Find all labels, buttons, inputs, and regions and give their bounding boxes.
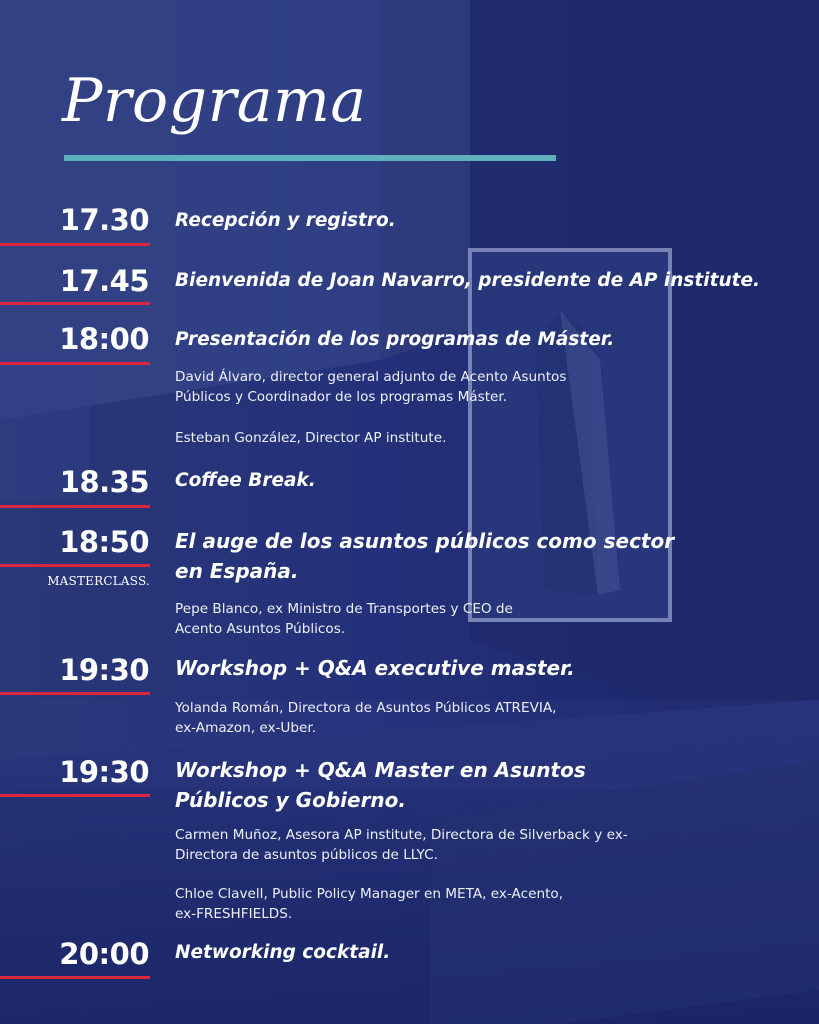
agenda-item-title: Presentación de los programas de Máster. — [175, 329, 615, 350]
time-rule — [0, 976, 150, 979]
time-1730: 17.30 — [59, 203, 149, 237]
title-underline — [64, 155, 556, 161]
time-1745: 17.45 — [59, 264, 149, 298]
speaker-description — [175, 367, 735, 407]
speaker-description — [175, 825, 735, 865]
speaker-line: Carmen Muñoz, Asesora AP institute, Directora de Silverback y ex- — [175, 827, 628, 843]
agenda-item-title: Workshop + Q&A executive master. — [175, 656, 575, 680]
speaker-line: Directora de asuntos públicos de LLYC. — [175, 847, 438, 863]
time-2000: 20:00 — [59, 937, 149, 971]
speaker-description — [175, 599, 735, 639]
speaker-description — [175, 698, 735, 738]
time-1930-second: 19:30 — [59, 755, 149, 789]
time-rule — [0, 505, 150, 508]
speaker-line: Yolanda Román, Directora de Asuntos Públicos ATREVIA, — [175, 700, 557, 716]
time-1850: 18:50 — [59, 525, 149, 559]
time-rule — [0, 243, 150, 246]
speaker-line: Esteban González, Director AP institute. — [175, 430, 447, 446]
speaker-description — [175, 884, 735, 924]
agenda-item-title: Bienvenida de Joan Navarro, presidente de AP institute. — [175, 270, 761, 291]
time-rule — [0, 692, 150, 695]
title-line: El auge de los asuntos públicos como sector — [175, 529, 675, 553]
time-1835: 18.35 — [59, 465, 149, 499]
agenda-item-title: Coffee Break. — [175, 470, 316, 491]
page-title: Programa — [62, 66, 367, 136]
time-1930: 19:30 — [59, 653, 149, 687]
agenda-item-title: Recepción y registro. — [175, 210, 396, 231]
speaker-line: David Álvaro, director general adjunto de Acento Asuntos — [175, 369, 567, 385]
speaker-line: Chloe Clavell, Public Policy Manager en META, ex-Acento, — [175, 886, 564, 902]
speaker-description — [175, 428, 735, 448]
title-line: Workshop + Q&A Master en Asuntos — [175, 758, 586, 782]
speaker-line: Pepe Blanco, ex Ministro de Transportes y CEO de — [175, 601, 513, 617]
speaker-line: ex-FRESHFIELDS. — [175, 906, 293, 922]
time-rule — [0, 362, 150, 365]
agenda-item-title — [175, 755, 805, 815]
speaker-line: Públicos y Coordinador de los programas Máster. — [175, 389, 508, 405]
speaker-line: ex-Amazon, ex-Uber. — [175, 720, 317, 736]
agenda-item-title: Networking cocktail. — [175, 942, 391, 963]
time-rule — [0, 794, 150, 797]
time-rule — [0, 302, 150, 305]
masterclass-tag: MASTERCLASS. — [47, 574, 150, 588]
agenda-item-title — [175, 526, 805, 586]
title-line: Públicos y Gobierno. — [175, 788, 407, 812]
time-rule — [0, 564, 150, 567]
speaker-line: Acento Asuntos Públicos. — [175, 621, 346, 637]
title-line: en España. — [175, 559, 299, 583]
time-1800: 18:00 — [59, 322, 149, 356]
